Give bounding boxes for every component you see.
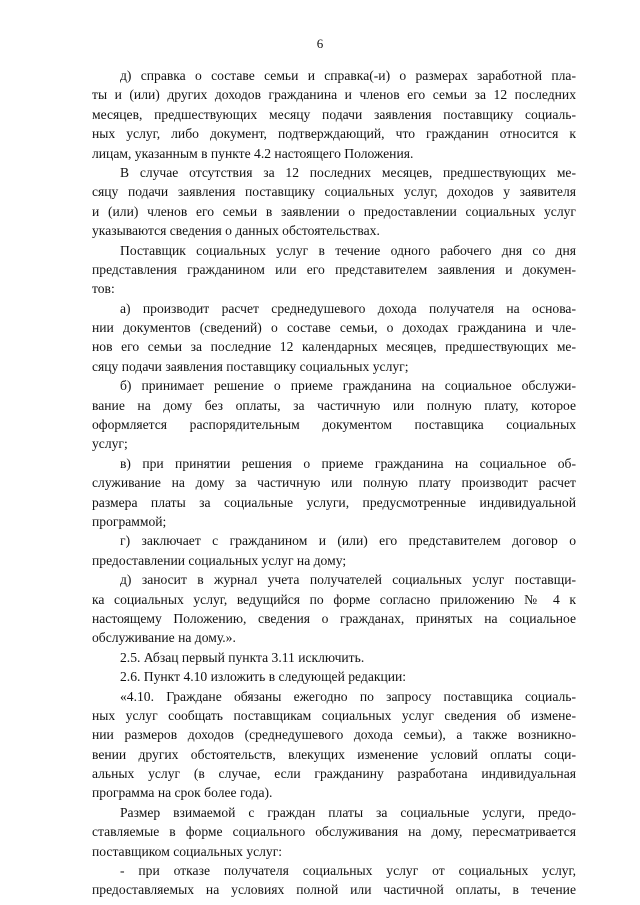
text-line: ных услуг, либо документ, подтверждающий, что гражданин относится к [92, 126, 576, 142]
text-line: нии размеров доходов (среднедушевого дохода семьи), а также возникно- [92, 727, 576, 743]
document-body [92, 66, 576, 900]
text-line: в) при принятии решения о приеме гражданина на социальное об- [120, 455, 576, 471]
text-line: месяцев, предшествующих месяцу подачи заявления поставщику социаль- [92, 106, 576, 122]
text-line: ка социальных услуг, ведущийся по форме согласно приложению № 4 к [92, 591, 576, 607]
text-line: б) принимает решение о приеме гражданина на социальное обслужи- [120, 378, 576, 394]
text-line: предоставлении социальных услуг на дому; [92, 552, 347, 568]
text-line: альных услуг (в случае, если гражданину разработана индивидуальная [92, 766, 576, 782]
text-line: вание на дому без оплаты, за частичную или полную плату, которое [92, 397, 576, 413]
text-line: указываются сведения о данных обстоятельствах. [92, 223, 380, 239]
text-line: и (или) членов его семьи в заявлении о предоставлении социальных услуг [92, 203, 576, 219]
text-line: сяцу подачи заявления поставщику социальных услуг, доходов у заявителя [92, 184, 576, 200]
text-line: Размер взимаемой с граждан платы за социальные услуги, предо- [120, 804, 576, 820]
text-line: оформляется распорядительным документом поставщика социальных [92, 417, 576, 433]
text-line: «4.10. Граждане обязаны ежегодно по запросу поставщика социаль- [120, 688, 576, 704]
text-line: представления гражданином или его представителем заявления и докумен- [92, 261, 576, 277]
text-line: лицам, указанным в пункте 4.2 настоящего Положения. [92, 145, 414, 161]
text-line: д) справка о составе семьи и справка(-и) о размерах заработной пла- [120, 68, 576, 83]
page-number: 6 [316, 36, 324, 51]
text-line: служивание на дому за частичную или полную плату производит расчет [92, 475, 576, 491]
text-line: В случае отсутствия за 12 последних месяцев, предшествующих ме- [120, 164, 576, 180]
text-line: 2.6. Пункт 4.10 изложить в следующей редакции: [120, 669, 407, 685]
text-line: д) заносит в журнал учета получателей социальных услуг поставщи- [120, 572, 576, 588]
text-line: нов его семьи за последние 12 календарных месяцев, предшествующих ме- [92, 339, 576, 355]
text-line: ты и (или) других доходов гражданина и членов его семьи за 12 последних [92, 87, 576, 103]
text-line: вении других обстоятельств, влекущих изменение условий оплаты соци- [92, 746, 576, 762]
text-line: - при отказе получателя социальных услуг от социальных услуг, [120, 863, 576, 879]
text-line: обслуживание на дому.». [92, 630, 236, 646]
text-line: сяцу подачи заявления поставщику социальных услуг; [92, 358, 409, 374]
text-line: ставляемые в форме социального обслуживания на дому, пересматривается [92, 824, 576, 840]
text-line: настоящему Положению, сведения о гражданах, принятых на социальное [92, 610, 576, 626]
text-line: программа на срок более года). [92, 785, 273, 801]
text-line: Поставщик социальных услуг в течение одного рабочего дня со дня [120, 242, 576, 258]
text-line: г) заключает с гражданином и (или) его представителем договор о [120, 533, 576, 549]
text-line: предоставляемых на условиях полной или частичной оплаты, в течение [92, 882, 576, 898]
text-line: нии документов (сведений) о составе семьи, о доходах гражданина и чле- [92, 320, 576, 336]
text-line: программой; [92, 513, 167, 529]
text-line: услуг; [92, 436, 128, 452]
text-line: 2.5. Абзац первый пункта 3.11 исключить. [120, 649, 365, 665]
text-line: тов: [92, 281, 115, 297]
text-line: поставщиком социальных услуг: [92, 843, 283, 859]
text-line: а) производит расчет среднедушевого дохода получателя на основа- [120, 300, 576, 316]
text-line: ных услуг сообщать поставщикам социальных услуг сведения об измене- [92, 707, 576, 723]
text-line: размера платы за социальные услуги, предусмотренные индивидуальной [92, 494, 576, 510]
